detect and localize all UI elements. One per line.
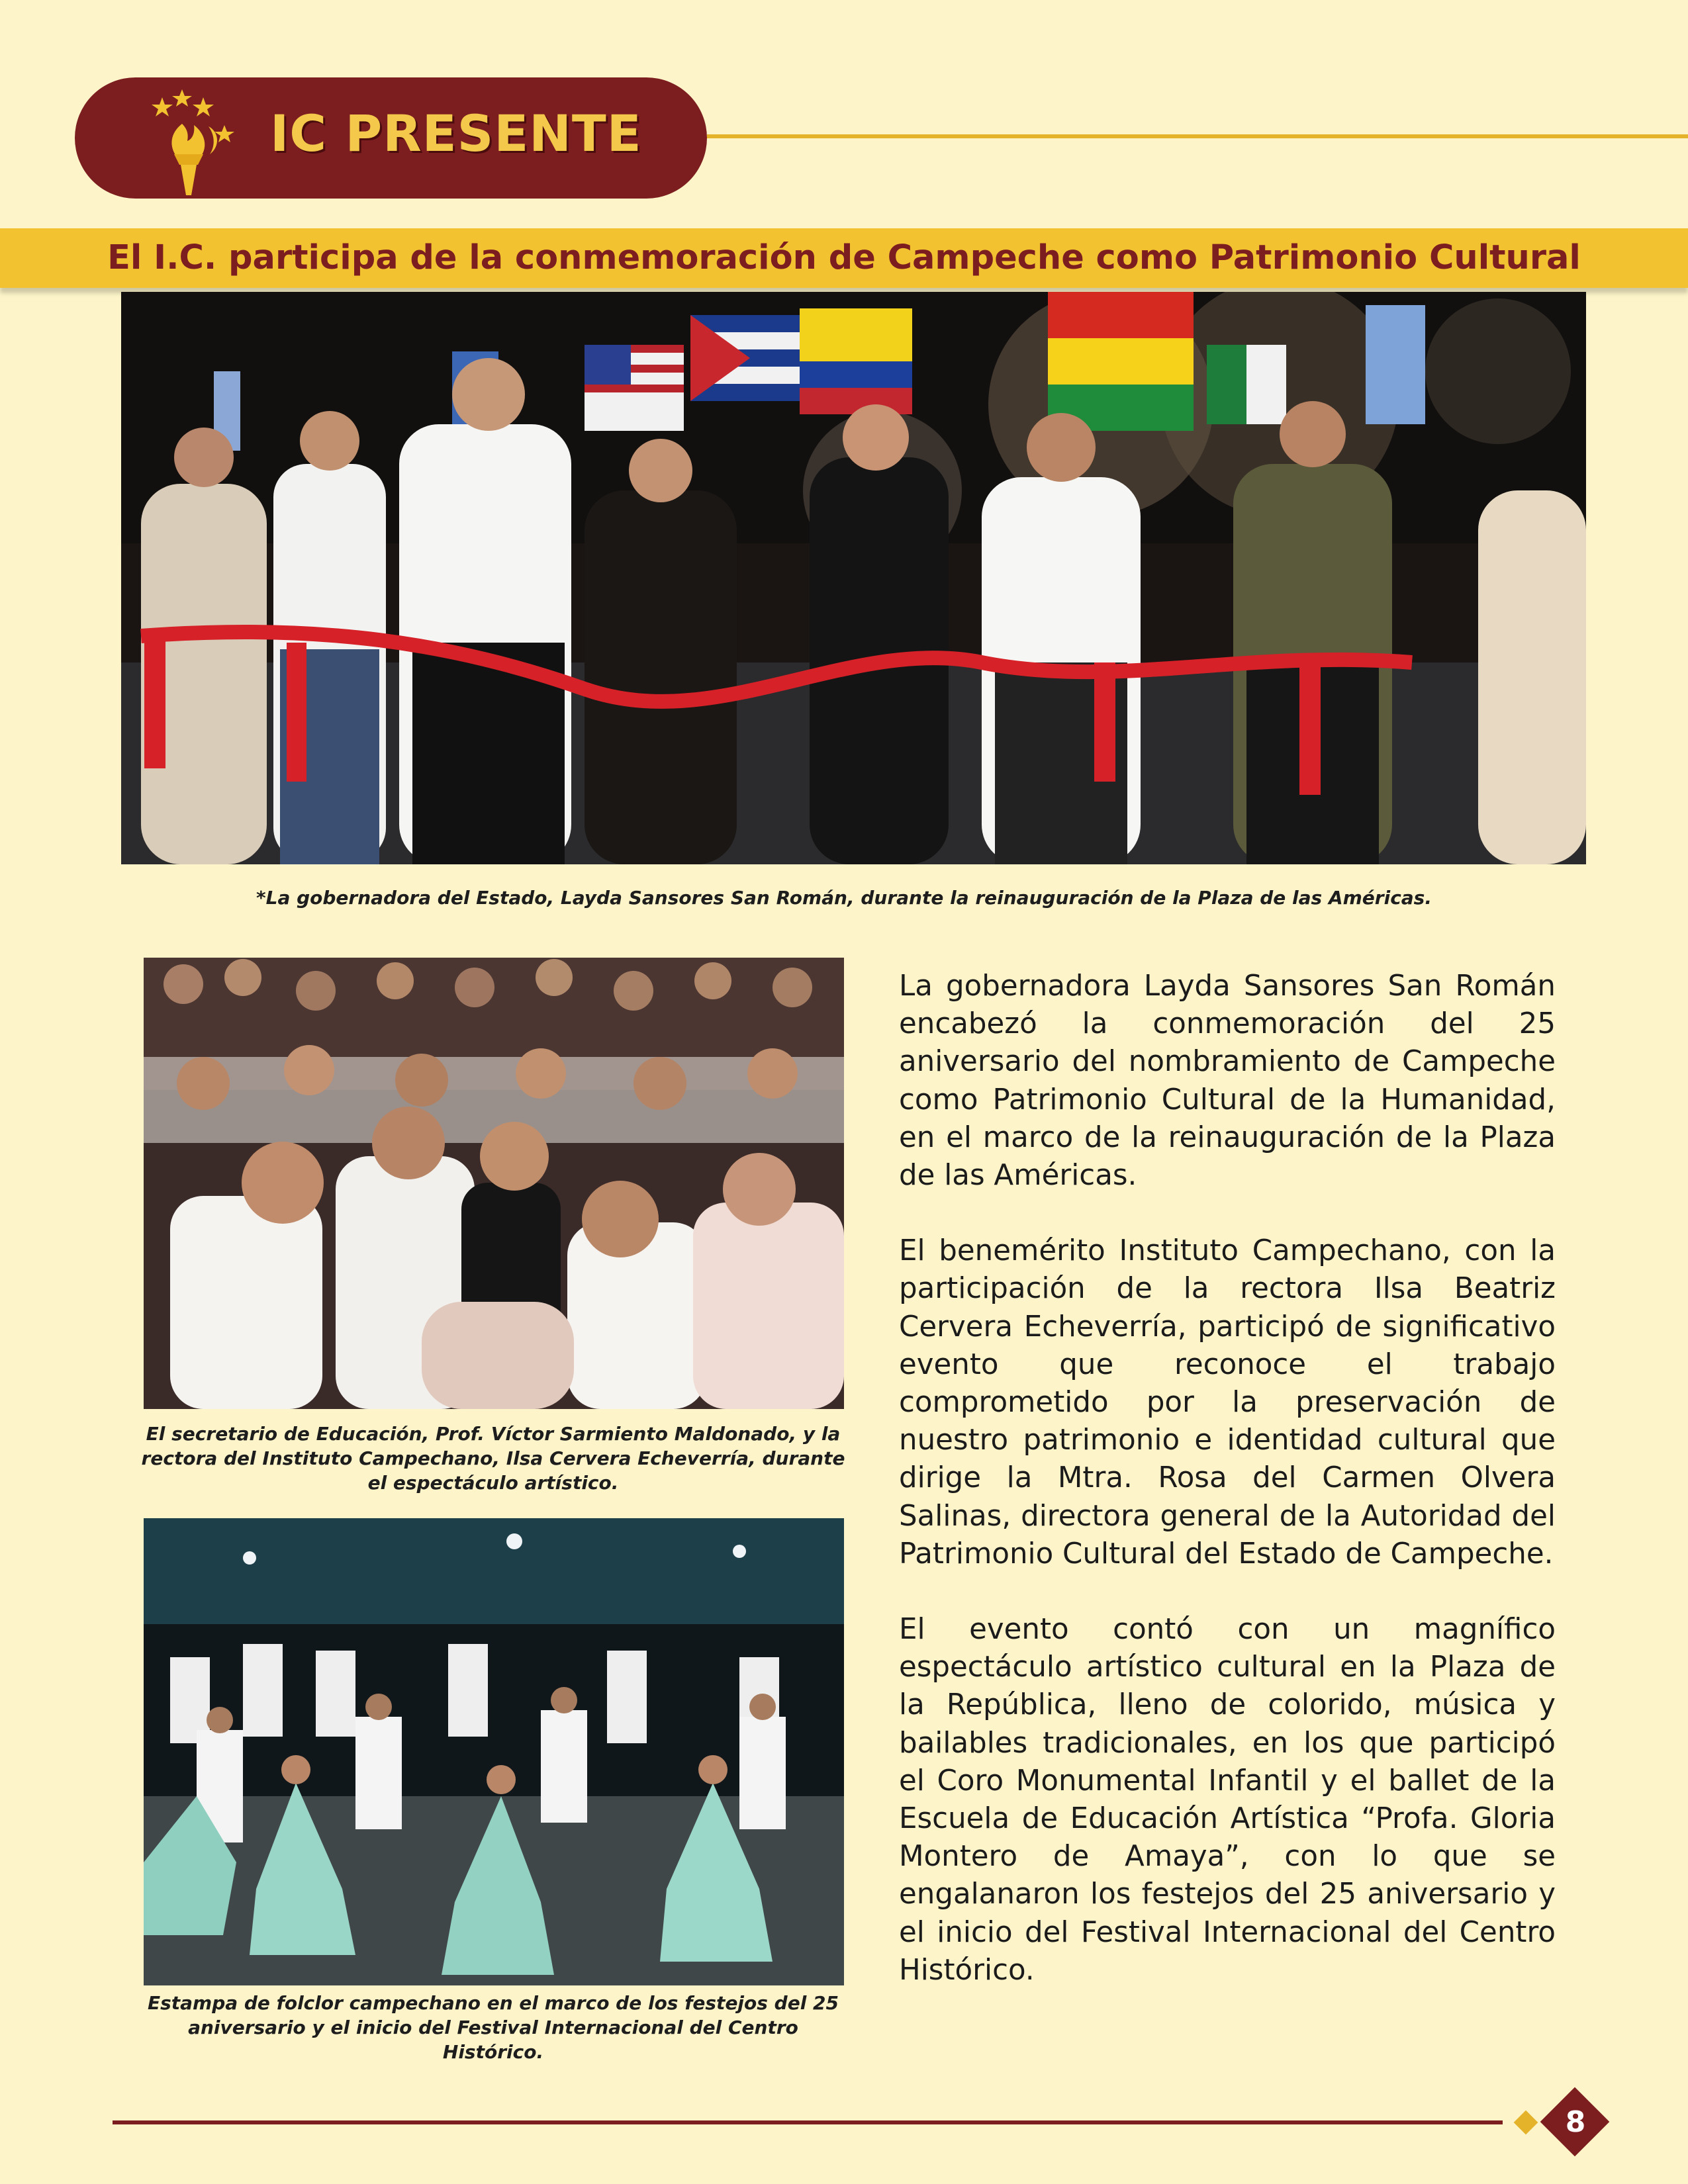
folk-dance-photo <box>144 1518 844 1985</box>
section-title: IC PRESENTE <box>270 104 642 163</box>
paragraph: La gobernadora Layda Sansores San Román encabezó la conmemoración del 25 aniversario del nombramiento de Campeche como Patrimonio Cultural de la Humanidad, en el marco de la reinauguración de la Plaza de las Américas. <box>899 970 1556 1193</box>
article-body <box>899 968 1556 2027</box>
page-number: 8 <box>1565 2105 1586 2139</box>
ribbon-cutting-photo <box>121 292 1586 864</box>
article-title-band <box>0 228 1688 288</box>
main-photo-caption: *La gobernadora del Estado, Layda Sansores San Román, durante la reinauguración de la Plaza de las Américas. <box>256 887 1432 909</box>
dance-photo-caption: Estampa de folclor campechano en el marco de los festejos del 25 aniversario y el inicio del Festival Internacional del Centro Histórico. <box>147 1992 839 2063</box>
audience-photo-caption: El secretario de Educación, Prof. Víctor Sarmiento Maldonado, y la rectora del Instituto Campechano, Ilsa Cervera Echeverría, durante el espectáculo artístico. <box>141 1423 845 1494</box>
page-number-badge <box>1541 2088 1610 2157</box>
paragraph: El evento contó con un magnífico espectáculo artístico cultural en la Plaza de la República, lleno de colorido, música y bailables tradicionales, en los que participó el Coro Monumental Infantil y el ballet de la Escuela de Educación Artística “Profa. Gloria Montero de Amaya”, con lo que se engalanaron los festejos del 25 aniversario y el inicio del Festival Internacional del Centro Histórico. <box>899 1613 1556 1987</box>
article-title: El I.C. participa de la conmemoración de Campeche como Patrimonio Cultural <box>107 238 1581 277</box>
footer-rule <box>113 2120 1503 2124</box>
header-rule <box>707 134 1688 138</box>
audience-photo <box>144 958 844 1409</box>
torch-with-stars-icon <box>136 85 255 198</box>
paragraph: El benemérito Instituto Campechano, con la participación de la rectora Ilsa Beatriz Cervera Echeverría, participó de significativo evento que reconoce el trabajo comprometido por la preservación de nuestro patrimonio e identidad cultural que dirige la Mtra. Rosa del Carmen Olvera Salinas, directora general de la Autoridad del Patrimonio Cultural del Estado de Campeche. <box>899 1234 1556 1570</box>
section-header <box>75 77 707 199</box>
diamond-ornament-icon <box>1514 2111 1538 2135</box>
